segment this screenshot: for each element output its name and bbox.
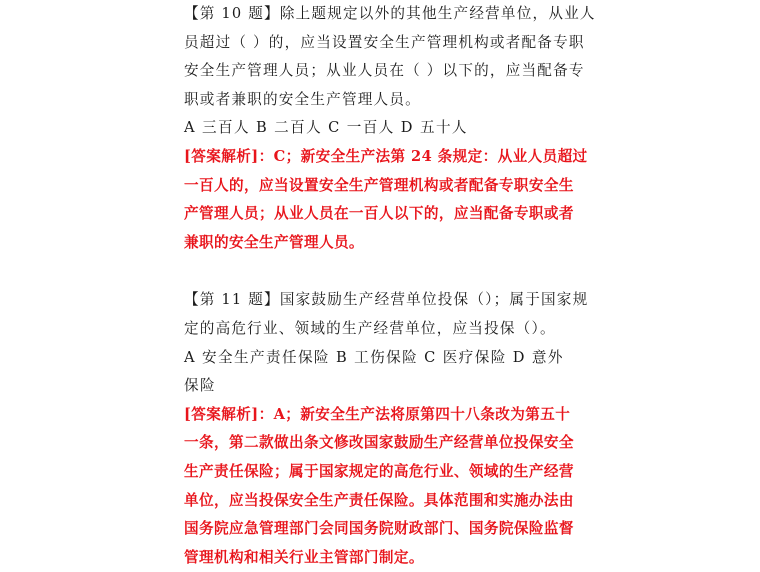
question-spacer (184, 257, 576, 286)
question-11-stem-line: 定的高危行业、领域的生产经营单位，应当投保（）。 (184, 319, 556, 337)
question-11 (184, 286, 589, 572)
question-11-stem-line: 【第 11 题】国家鼓励生产经营单位投保（）；属于国家规 (184, 291, 589, 309)
question-10-stem-line: 【第 10 题】除上题规定以外的其他生产经营单位，从业人 (184, 5, 596, 22)
question-11-options (184, 344, 576, 401)
question-10-stem-line: 安全生产管理人员；从业人员在（ ）以下的，应当配备专 (184, 62, 585, 80)
question-11-answer-line: [答案解析]：A；新安全生产法将原第四十八条改为第五十 (184, 405, 571, 423)
question-10-answer-line: 兼职的安全生产管理人员。 (184, 233, 364, 251)
question-11-answer-line: 生产责任保险；属于国家规定的高危行业、领域的生产经营 (184, 462, 574, 480)
question-11-answer-line: 单位，应当投保安全生产责任保险。具体范围和实施办法由 (184, 491, 574, 509)
question-10-answer-line: 一百人的，应当设置安全生产管理机构或者配备专职安全生 (184, 176, 574, 194)
question-10-stem-line: 职或者兼职的安全生产管理人员。 (184, 90, 421, 108)
question-11-answer (184, 401, 576, 572)
question-10-stem (184, 0, 596, 114)
question-11-options-line: 保险 (184, 377, 216, 395)
question-11-options-line: A 安全生产责任保险 B 工伤保险 C 医疗保险 D 意外 (184, 348, 564, 366)
document-page (184, 0, 596, 572)
question-10 (184, 0, 596, 257)
question-10-stem-line: 员超过（ ）的，应当设置安全生产管理机构或者配备专职 (184, 33, 585, 51)
question-11-answer-line: 一条，第二款做出条文修改国家鼓励生产经营单位投保安全 (184, 434, 574, 452)
question-10-answer-line: [答案解析]：C；新安全生产法第 24 条规定：从业人员超过 (184, 147, 588, 165)
question-11-answer-line: 管理机构和相关行业主管部门制定。 (184, 548, 424, 566)
question-10-answer-line: 产管理人员；从业人员在一百人以下的，应当配备专职或者 (184, 205, 574, 223)
question-10-options (184, 114, 576, 143)
question-10-answer (184, 143, 588, 257)
question-11-stem (184, 286, 589, 343)
question-10-options-line: A 三百人 B 二百人 C 一百人 D 五十人 (184, 119, 468, 137)
question-11-answer-line: 国务院应急管理部门会同国务院财政部门、国务院保险监督 (184, 520, 574, 538)
